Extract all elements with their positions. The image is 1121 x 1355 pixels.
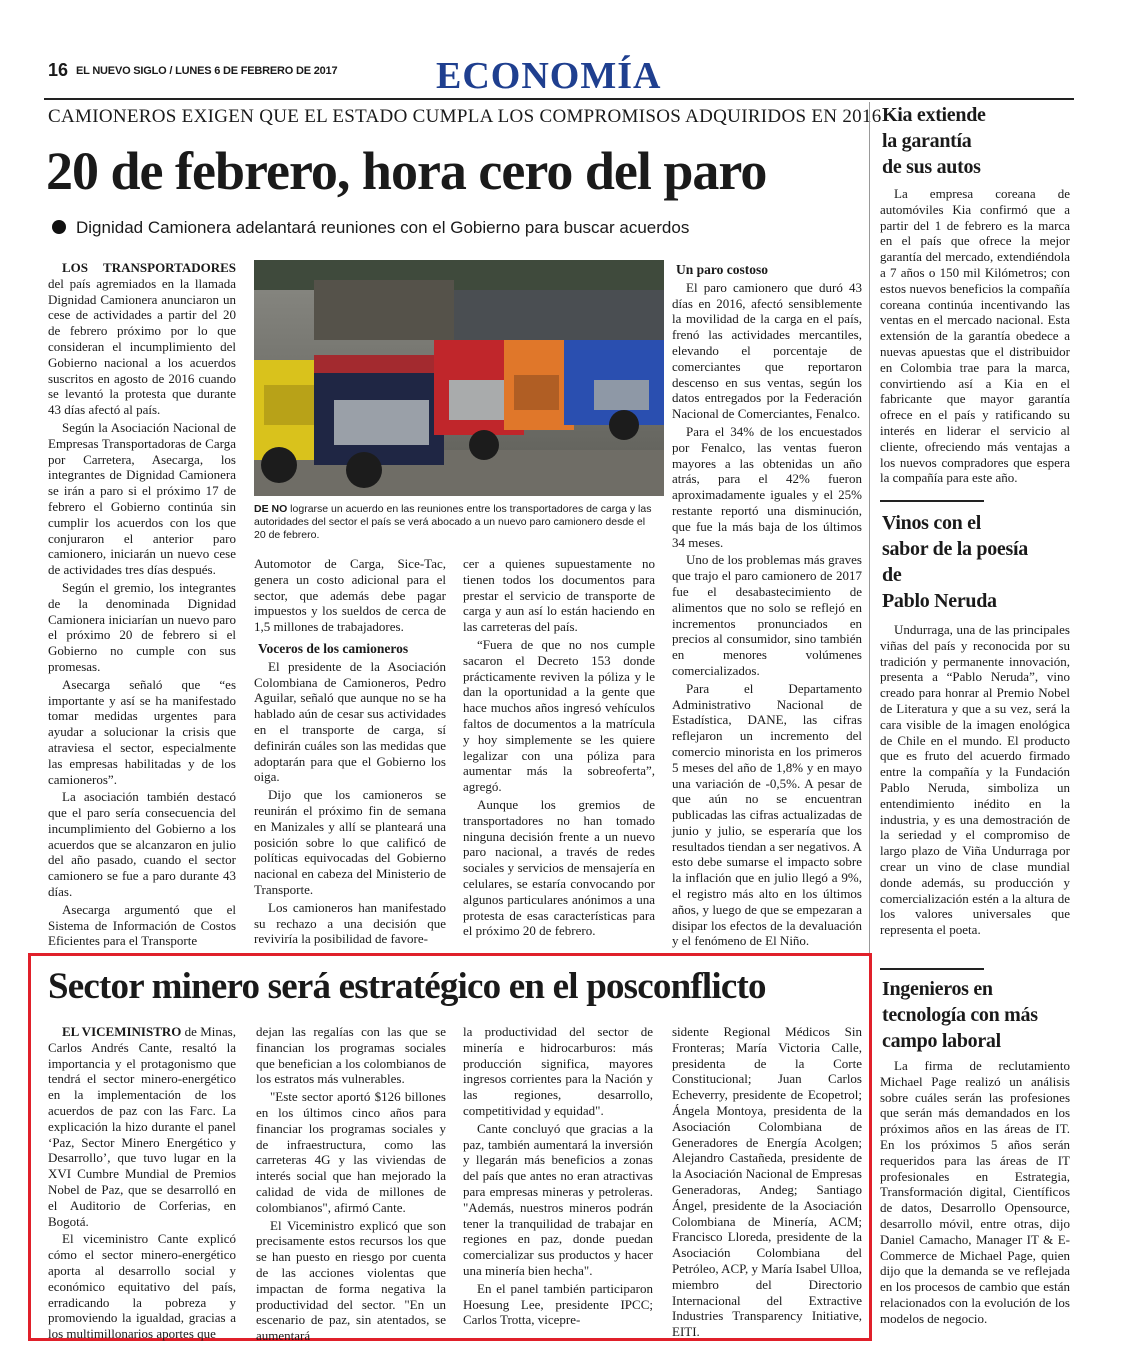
subhead-text: Dignidad Camionera adelantará reuniones con el Gobierno para buscar acuerdos xyxy=(76,218,690,237)
paragraph: Automotor de Carga, Sice-Tac, genera un costo adicional para el sector, que además debe pagar impuestos y los sueldos de cerca de 1,5 millones de trabajadores. xyxy=(254,556,446,635)
paragraph: Undurraga, una de las principales viñas del país y reconocida por su tradición y permanente innovación, presenta a “Pablo Neruda”, vino creado para honrar al Premio Nobel de Literatura y que a su vez, será la cara visible de la imagen enológica de Chile en el mundo. El producto que es fruto del acuerdo firmado entre la compañía y la Fundación Pablo Neruda, simboliza un entendimiento inédito en la industria, y es una demostración de la seriedad y el compromiso de largo plazo de Viña Undurraga por crear un vino de clase mundial donde además, su producción y comercialización estén a la altura de los valores universales que representa el poeta. xyxy=(880,622,1070,938)
mining-column-4 xyxy=(672,1024,862,1342)
paper-info: EL NUEVO SIGLO / LUNES 6 DE FEBRERO DE 2017 xyxy=(76,65,338,77)
main-subhead xyxy=(52,218,689,238)
headline-line: Pablo Neruda xyxy=(882,590,997,612)
headline-line: tecnología con más xyxy=(882,1004,1038,1026)
paragraph: La asociación también destacó que el paro sería consecuencia del incumplimiento del Gobierno a los acuerdos que se alcanzaron en julio del año pasado, cuando el sector camionero se fue a paro durante 43 días. xyxy=(48,789,236,900)
main-column-3 xyxy=(463,556,655,941)
mining-column-1 xyxy=(48,1024,236,1344)
paragraph: dejan las regalías con las que se financian los programas sociales que benefician a los colombianos de los estratos más vulnerables. xyxy=(256,1024,446,1087)
paragraph: El Viceministro explicó que son precisamente estos recursos los que se han puesto en riesgo por cuenta de las acciones violentas que impactan de forma negativa la productividad del sector. "En un escenario de paz, sin atentados, se aumentará xyxy=(256,1217,446,1344)
main-column-1 xyxy=(48,260,236,951)
main-column-4 xyxy=(672,262,862,951)
sidebar-headline-kia xyxy=(882,102,986,180)
caption-text: lograrse un acuerdo en las reuniones entre los transportadores de carga y las autoridades del sector el país se verá abocado a un nuevo paro camionero desde el 20 de febrero. xyxy=(254,503,652,541)
mining-column-2 xyxy=(256,1024,446,1346)
mining-column-3 xyxy=(463,1024,653,1330)
headline-line: de xyxy=(882,564,902,586)
paragraph: Para el Departamento Administrativo Nacional de Estadística, DANE, las cifras reflejaron un incremento del comercio minorista en los primeros 5 meses del año de 1,8% y en mayo una variación de -0,5%. A pesar de que aún no se encuentran publicadas las cifras actualizadas de junio y julio, se esperaría que los resultados tiendan a ser negativos. A esto debe sumarse el impacto sobre la inflación que en julio llegó a 9%, el registro más alto en los últimos años, y luego de que se empezaran a disipar los efectos de la devaluación y el fenómeno de El Niño. xyxy=(672,680,862,949)
paragraph: Para el 34% de los encuestados por Fenalco, las ventas fueron mayores a las obtenidas un año atrás, para el 42% fueron aproximadamente iguales y el 25% restante reportó una disminución, que fue la más baja de los últimos 34 meses. xyxy=(672,423,862,550)
paragraph: Cante concluyó que gracias a la paz, también aumentará la inversión y llegarán más beneficios a zonas del país que antes no eran atractivas para empresas mineras y petroleras. "Además, nuestros mineros podrán tener la tranquilidad de trabajar en regiones en paz, donde puedan comercializar sus productos y hacer una minería bien hecha". xyxy=(463,1120,653,1278)
headline-line: campo laboral xyxy=(882,1030,1001,1052)
sidebar-text-ingenieros xyxy=(880,1058,1070,1327)
paragraph: Los camioneros han manifestado su rechazo a una decisión que reviviría la posibilidad de favore- xyxy=(254,899,446,947)
top-rule xyxy=(44,98,1074,100)
paragraph: Uno de los problemas más graves que trajo el paro camionero de 2017 fue el desabastecimiento de alimentos que no solo se reflejó en incrementos pronunciados en precios al consumidor, sino también en menores volúmenes comercializados. xyxy=(672,552,862,678)
paragraph-text: de Minas, Carlos Andrés Cante, resaltó la importancia y el protagonismo que tendrá el sector minero-energético en la implementación de los acuerdos de paz con las Farc. La explicación la hizo durante el panel ‘Paz, Sector Minero Energético y Desarrollo’, que tuvo lugar en la XVI Cumbre Mundial de Premios Nobel de Paz, que se desarrolló en el Auditorio de Corferias, en Bogotá. xyxy=(48,1024,236,1229)
paragraph: La firma de reclutamiento Michael Page realizó un análisis sobre cuáles serán las profesiones que serán más demandados en los próximos años en las áreas de IT. En los próximos 5 años serán requeridos para las áreas de IT profesionales en Estrategia, Transformación digital, Científicos de datos, Desarrollo Opensource, desarrollo móvil, entre otras, dijo Daniel Camacho, Manager IT & E-Commerce de Michael Page, quien dijo que la demanda se ve reflejada en los procesos de cambio que están relacionados con la evolución de los modelos de negocio. xyxy=(880,1058,1070,1326)
paragraph: cer a quienes supuestamente no tienen todos los documentos para prestar el servicio de transporte de carga y aun así lo están haciendo en las carreteras del país. xyxy=(463,556,655,635)
sidebar-divider xyxy=(880,500,984,502)
paragraph: El paro camionero que duró 43 días en 2016, afectó sensiblemente la movilidad de la carga en el país, frenó las actividades mercantiles, elevando el porcentaje de comerciantes que reportaron descenso en sus ventas, según los datos entregados por la Federación Nacional de Comerciantes, Fenalco. xyxy=(672,279,862,422)
paragraph: Asecarga argumentó que el Sistema de Información de Costos Eficientes para el Transporte xyxy=(48,901,236,949)
headline-line: de sus autos xyxy=(882,156,981,178)
main-column-2 xyxy=(254,556,446,949)
paragraph: El presidente de la Asociación Colombiana de Camioneros, Pedro Aguilar, señaló que aunque no se ha hablado aún de cesar sus actividades en el transporte de carga, sí definirán cuáles son las medidas que adoptarán para que el Gobierno los oiga. xyxy=(254,658,446,785)
sidebar-headline-ingenieros xyxy=(882,976,1038,1054)
trucks-illustration xyxy=(254,260,664,496)
paragraph: En el panel también participaron Hoesung Lee, presidente IPCC; Carlos Trotta, vicepre- xyxy=(463,1280,653,1328)
paragraph xyxy=(48,260,236,418)
section-title: ECONOMÍA xyxy=(436,55,662,97)
main-kicker: CAMIONEROS EXIGEN QUE EL ESTADO CUMPLA LOS COMPROMISOS ADQUIRIDOS EN 2016 xyxy=(48,106,882,127)
sidebar-text-vinos xyxy=(880,622,1070,938)
paragraph-text: del país agremiados en la llamada Dignidad Camionera anunciaron un cese de actividades a partir del 20 de febrero próximo por lo que consideran el incumplimiento del Gobierno nacional a los acuerdos suscritos en agosto de 2016 cuando se levantó la protesta que durante 43 días afectó al país. xyxy=(48,275,236,418)
paragraph: la productividad del sector de minería e hidrocarburos: más producción significa, mayores ingresos corrientes para la Nación y las regiones, desarrollo, competitividad y equidad". xyxy=(463,1024,653,1118)
lead-text: EL VICEMINISTRO xyxy=(62,1024,182,1039)
paragraph: Aunque los gremios de transportadores no han tomado ninguna decisión frente a un nuevo paro nacional, a través de redes sociales y servicios de mensajería en celulares, se estaría convocando por algunos particulares anónimos a una protesta de esas características para el próximo 20 de febrero. xyxy=(463,796,655,939)
headline-line: Ingenieros en xyxy=(882,978,993,1000)
sidebar-text-kia xyxy=(880,186,1070,486)
paragraph: Dijo que los camioneros se reunirán el próximo fin de semana en Manizales y allí se planteará una posición sobre lo que calificó de políticas equivocadas del Gobierno nacional en cabeza del Ministerio de Transporte. xyxy=(254,787,446,897)
paragraph: La empresa coreana de automóviles Kia confirmó que a partir del 1 de febrero es la marca en el país que ofrece la mejor garantía del mercado, extendiéndola a 7 años o 150 mil Kilómetros; con estos nuevos beneficios la compañía coreana continúa incentivando las ventas en el mercado nacional. Esta extensión de la garantía obedece a nuevas apuestas que el distribuidor en Colombia trae para la marca, convirtiendo así a Kia en el fabricante que mayor garantía ofrece en el país y ratificando su interés en liderar el servicio al cliente, ofreciendo más ventajas a los nuevos compradores que espera la compañía para este año. xyxy=(880,186,1070,486)
sidebar-headline-vinos xyxy=(882,510,1028,614)
trucks-photo xyxy=(254,260,664,496)
caption-lead: DE NO xyxy=(254,503,288,515)
photo-caption xyxy=(254,503,654,542)
main-headline: 20 de febrero, hora cero del paro xyxy=(46,141,767,201)
paragraph: “Fuera de que no nos cumple sacaron el Decreto 153 donde prácticamente reviven la póliza y le dan la oportunidad a la gente que hace muchos años ingresó vehículos faltos de documentos a la matrícula y hoy simplemente se les quiere legalizar con una póliza para aumentar más la sobreoferta”, agregó. xyxy=(463,636,655,795)
paragraph: "Este sector aportó $126 billones en los últimos cinco años para financiar los programas sociales y de infraestructura, como las carreteras 4G y las viviendas de interés social que han mejorado la calidad de vida de millones de colombianos", afirmó Cante. xyxy=(256,1089,446,1215)
headline-line: la garantía xyxy=(882,130,972,152)
paragraph: El viceministro Cante explicó cómo el sector minero-energético aporta al desarrollo social y económico equitativo del país, erradicando la pobreza y promoviendo la igualdad, gracias a los multimillonarios aportes que xyxy=(48,1231,236,1342)
paragraph: sidente Regional Médicos Sin Fronteras; María Victoria Calle, presidenta de la Corte Constitucional; Juan Carlos Echeverry, presidente de Ecopetrol; Ángela Montoya, presidenta de la Asociación Colombiana de Generadores de Energía Acolgen; Alejandro Castañeda, presidente de la Asociación Nacional de Empresas Generadoras, Andeg; Santiago Ángel, presidente de la Asociación Colombiana de Minería, ACM; Francisco Lloreda, presidente de la Asociación Colombiana del Petróleo, ACP, y María Isabel Ulloa, miembro del Directorio Internacional del Extractive Industries Transparency Initiative, EITI. xyxy=(672,1024,862,1340)
headline-line: Vinos con el xyxy=(882,512,981,534)
paragraph: Según el gremio, los integrantes de la denominada Dignidad Camionera iniciarían un nuevo paro el próximo 20 de febrero si el Gobierno no cumple con sus promesas. xyxy=(48,579,236,674)
section-subtitle: Voceros de los camioneros xyxy=(258,640,409,656)
sidebar-divider xyxy=(880,968,984,970)
page-number: 16 xyxy=(48,60,69,80)
bullet-icon xyxy=(52,220,66,234)
lead-text: LOS TRANSPORTADORES xyxy=(62,260,236,275)
paragraph: Según la Asociación Nacional de Empresas Transportadoras de Carga por Carretera, Asecarga, los integrantes de Dignidad Camionera se irán a paro si el próximo 17 de febrero el Gobierno continúa sin cumplir los acuerdos con los que conjuraron el anterior paro camionero, iniciarán un nuevo cese de actividades tres días después. xyxy=(48,419,236,578)
mining-headline: Sector minero será estratégico en el posconflicto xyxy=(48,966,766,1007)
paragraph xyxy=(48,1024,236,1229)
headline-line: sabor de la poesía xyxy=(882,538,1028,560)
paragraph: Asecarga señaló que “es importante y así se ha manifestado tomar medidas urgentes para ayudar a solucionar la crisis que atraviesa el sector, especialmente las empresas habilitadas y de los camioneros”. xyxy=(48,676,236,787)
masthead xyxy=(44,55,1084,98)
headline-line: Kia extiende xyxy=(882,104,986,126)
section-subtitle: Un paro costoso xyxy=(676,262,769,277)
